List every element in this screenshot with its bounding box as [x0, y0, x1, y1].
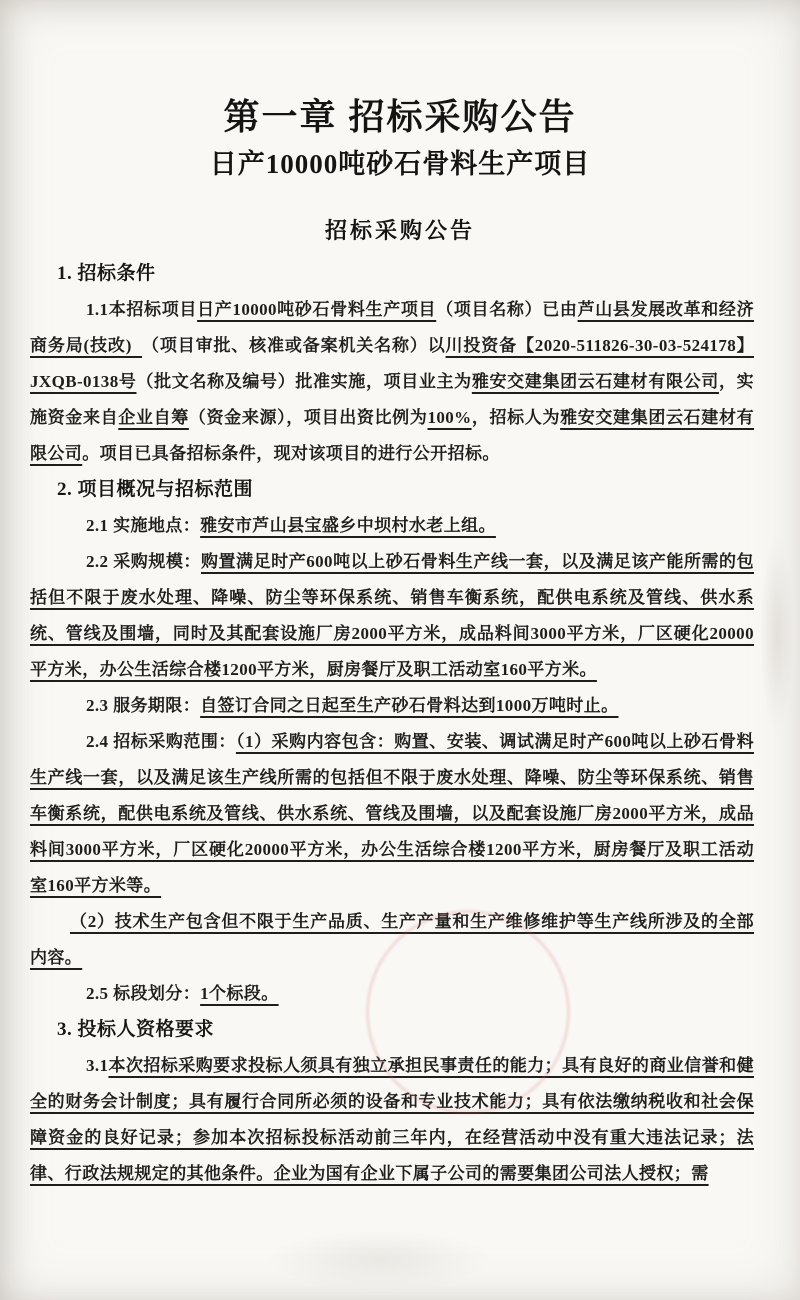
underlined-text-run: 1个标段。 [200, 984, 279, 1003]
underlined-text-run: 芦山县发展改革和经济商务局(技改) [30, 300, 755, 355]
paragraph [30, 904, 754, 976]
section-heading: 2. 项目概况与招标范围 [57, 479, 254, 500]
text-run: 2.4 招标采购范围： [86, 732, 236, 751]
text-run: 2.3 服务期限： [86, 696, 201, 715]
underlined-text-run: 雅安交建集团云石建材有限公司 [30, 408, 755, 463]
underlined-text-run: （1）采购内容包含：购置、安装、调试满足时产600吨以上砂石骨料生产线一套，以及满足该生产线所需的包括但不限于废水处理、降噪、防尘等环保系统、销售车衡系统，配供电系统及管线、供水系统、管线及围墙，以及配套设施厂房2000平方米，成品料间3000平方米，厂区硬化20000平方米，办公生活综合楼1200平方米，厨房餐厅及职工活动室160平方米等。 [30, 732, 754, 895]
section-heading: 1. 招标条件 [57, 263, 156, 284]
underlined-text-run: 雅安交建集团云石建材有限公司 [471, 372, 719, 391]
scan-smudge-artifact [230, 1220, 530, 1300]
paragraph [30, 976, 754, 1012]
text-run: 3.1 [86, 1056, 109, 1075]
underlined-text-run: 企业自筹 [118, 408, 189, 427]
underlined-text-run: （2）技术生产包含但不限于生产品质、生产产量和生产维修维护等生产线所涉及的全部内容。 [30, 912, 754, 967]
paragraph [30, 508, 754, 544]
text-run: （资金来源），项目出资比例为 [188, 408, 428, 427]
paragraph [30, 724, 754, 904]
project-title: 日产10000吨砂石骨料生产项目 [209, 149, 591, 179]
announcement-title: 招标采购公告 [324, 218, 475, 243]
paragraph [30, 1048, 754, 1192]
paragraph [30, 544, 754, 688]
underlined-text-run: 购置满足时产600吨以上砂石骨料生产线一套，以及满足该产能所需的包括但不限于废水处理、降噪、防尘等环保系统、销售车衡系统，配供电系统及管线、供水系统、管线及围墙，同时及其配套设施厂房2000平方米，成品料间3000平方米，厂区硬化20000平方米，办公生活综合楼1200平方米，厨房餐厅及职工活动室160平方米。 [30, 552, 754, 679]
text-run: ，招标人为 [471, 408, 561, 427]
paragraph [30, 688, 754, 724]
section-heading: 3. 投标人资格要求 [57, 1019, 215, 1040]
document-body [0, 256, 800, 1192]
text-run: 1.1本招标项目 [86, 300, 198, 319]
text-run: ，实施资金来自 [30, 372, 754, 427]
text-run: 2.5 标段划分： [86, 984, 201, 1003]
text-run: （项目审批、核准或备案机关名称）以 [142, 336, 446, 355]
underlined-text-run: 100% [427, 408, 472, 427]
text-run: 。项目已具备招标条件，现对该项目的进行公开招标。 [82, 444, 500, 463]
underlined-text-run: 本次招标采购要求投标人须具有独立承担民事责任的能力；具有良好的商业信誉和健全的财务会计制度；具有履行合同所必须的设备和专业技术能力；具有依法缴纳税收和社会保障资金的良好记录；参加本次招标投标活动前三年内，在经营活动中没有重大违法记录；法律、行政法规规定的其他条件。企业为国有企业下属子公司的需要集团公司法人授权；需 [30, 1056, 754, 1183]
underlined-text-run: 雅安市芦山县宝盛乡中坝村水老上组。 [200, 516, 496, 535]
text-run: （批文名称及编号）批准实施，项目业主为 [136, 372, 472, 391]
text-run: 2.1 实施地点： [86, 516, 201, 535]
underlined-text-run: 日产10000吨砂石骨料生产项目 [197, 300, 437, 319]
chapter-title: 第一章 招标采购公告 [223, 97, 577, 137]
text-run: 2.2 采购规模： [86, 552, 201, 571]
paragraph [30, 292, 754, 472]
text-run: （项目名称）已由 [436, 300, 578, 319]
underlined-text-run: 川投资备【2020-511826-30-03-524178】JXQB-0138号 [30, 336, 754, 391]
underlined-text-run: 自签订合同之日起至生产砂石骨料达到1000万吨时止。 [200, 696, 619, 715]
